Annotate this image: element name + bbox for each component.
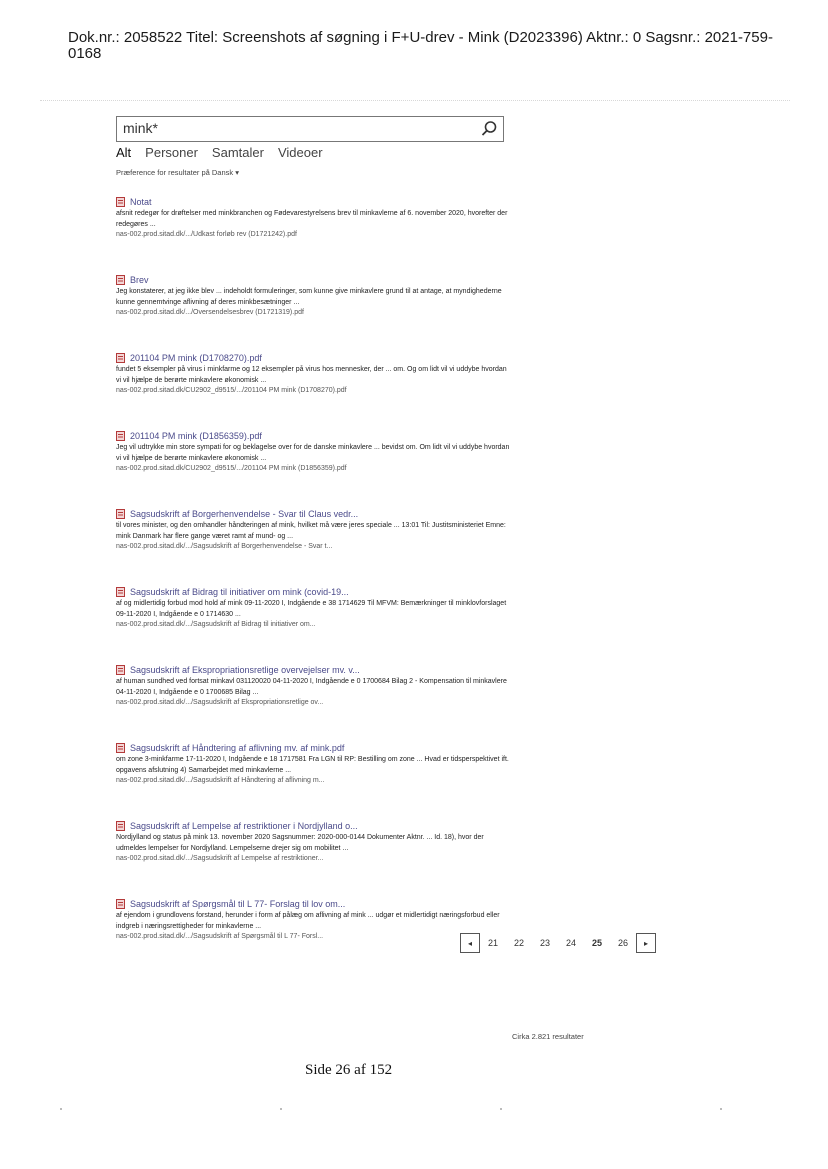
search-input[interactable] [123,120,463,136]
language-preference[interactable] [116,168,239,177]
result-snippet: afsnit redegør for drøftelser med minkbranchen og Fødevarestyrelsens brev til minkavlerne af 6. november 2020, hvorefter der redegøres ... [116,210,508,228]
result-path[interactable]: nas-002.prod.sitad.dk/.../Sagsudskrift af Ekspropriationsretlige ov... [116,699,324,706]
language-preference-label: Præference for resultater på Dansk [116,168,234,177]
page-link[interactable]: 22 [513,938,524,948]
chevron-down-icon: ▾ [235,168,239,177]
search-tabs [116,145,323,160]
result-item [116,196,516,274]
result-item [116,508,516,586]
page-link[interactable]: 24 [565,938,576,948]
result-path[interactable]: nas-002.prod.sitad.dk/.../Udkast forløb rev (D1721242).pdf [116,231,297,238]
scan-artifact [720,1108,722,1110]
page-footer: Side 26 af 152 [305,1062,393,1078]
result-path[interactable]: nas-002.prod.sitad.dk/.../Sagsudskrift af Bidrag til initiativer om... [116,621,316,628]
result-snippet: af ejendom i grundlovens forstand, herunder i form af pålæg om aflivning af mink ... udgør et midlertidigt næringsforbud eller indgreb i næringsrettigheder for minkavlerne ... [116,912,500,930]
result-title-link[interactable]: Sagsudskrift af Håndtering af aflivning mv. af mink.pdf [130,743,345,753]
search-box[interactable] [116,116,504,142]
pdf-file-icon [116,353,125,363]
pagination [460,933,656,953]
tab-alt[interactable]: Alt [116,145,132,160]
result-snippet: til vores minister, og den omhandler håndteringen af mink, hvilket må være jeres speciale ... 13:01 Til: Justitsministeriet Emne: mink Danmark har flere gange været ramt af mund- og ... [116,522,506,540]
tab-samtaler[interactable]: Samtaler [211,145,264,160]
results-list [116,196,516,976]
result-item [116,898,516,976]
scan-artifact [60,1108,62,1110]
scan-artifact [280,1108,282,1110]
page-link[interactable]: 26 [617,938,628,948]
result-item [116,352,516,430]
result-item [116,664,516,742]
result-path[interactable]: nas-002.prod.sitad.dk/CU2902_d9515/.../201104 PM mink (D1856359).pdf [116,465,347,472]
pdf-file-icon [116,275,125,285]
scan-divider [40,100,790,101]
result-path[interactable]: nas-002.prod.sitad.dk/.../Sagsudskrift af Håndtering af aflivning m... [116,777,325,784]
tab-videoer[interactable]: Videoer [277,145,323,160]
result-snippet: Nordjylland og status på mink 13. november 2020 Sagsnummer: 2020-000-0144 Dokumenter Aktnr. ... Id. 18), hvor der udmeldes lempelser for Nordjylland. Lempelserne drejer sig om mobilitet ... [116,834,484,852]
pdf-file-icon [116,197,125,207]
result-title-link[interactable]: 201104 PM mink (D1856359).pdf [130,431,262,441]
result-item [116,274,516,352]
result-title-link[interactable]: Sagsudskrift af Borgerhenvendelse - Svar til Claus vedr... [130,509,359,519]
pdf-file-icon [116,587,125,597]
result-title-link[interactable]: 201104 PM mink (D1708270).pdf [130,353,262,363]
pdf-file-icon [116,899,125,909]
page-link-current[interactable]: 25 [591,938,602,948]
result-title-link[interactable]: Sagsudskrift af Lempelse af restriktioner i Nordjylland o... [130,821,358,831]
result-count: Cirka 2.821 resultater [512,1032,584,1041]
result-title-link[interactable]: Notat [130,197,152,207]
result-path[interactable]: nas-002.prod.sitad.dk/.../Sagsudskrift af Borgerhenvendelse - Svar t... [116,543,333,550]
result-snippet: af human sundhed ved fortsat minkavl 031120020 04-11-2020 I, Indgående e 0 1700684 Bilag 2 - Kompensation til minkavlere 04-11-2020 I, Indgående e 0 1700685 Bilag ... [116,678,507,696]
pdf-file-icon [116,821,125,831]
result-item [116,586,516,664]
result-snippet: om zone 3-minkfarme 17-11-2020 I, Indgående e 18 1717581 Fra LGN til RP: Bestilling om zone ... Hvad er tidsperspektivet ift. opgavens afslutning 4) Samarbejdet med minkavlerne ... [116,756,509,774]
pdf-file-icon [116,743,125,753]
scan-artifact [500,1108,502,1110]
next-page-button[interactable]: ▸ [636,933,656,953]
result-item [116,742,516,820]
result-snippet: af og midlertidig forbud mod hold af mink 09-11-2020 I, Indgående e 38 1714629 Til MFVM: Bemærkninger til minklovforslaget 09-11-2020 I, Indgående e 0 1714630 ... [116,600,507,618]
result-path[interactable]: nas-002.prod.sitad.dk/CU2902_d9515/.../201104 PM mink (D1708270).pdf [116,387,347,394]
result-title-link[interactable]: Brev [130,275,149,285]
search-icon[interactable] [479,119,499,139]
tab-personer[interactable]: Personer [145,145,198,160]
result-snippet: fundet 5 eksempler på virus i minkfarme og 12 eksempler på virus hos mennesker, der ... om. Og om lidt vil vi uddybe hvordan vi vil hjælpe de berørte minkavlere økonomisk ... [116,366,507,384]
page-link[interactable]: 21 [487,938,498,948]
result-title-link[interactable]: Sagsudskrift af Ekspropriationsretlige overvejelser mv. v... [130,665,360,675]
pdf-file-icon [116,509,125,519]
pdf-file-icon [116,431,125,441]
result-path[interactable]: nas-002.prod.sitad.dk/.../Oversendelsesbrev (D1721319).pdf [116,309,304,316]
result-item [116,430,516,508]
page-link[interactable]: 23 [539,938,550,948]
document-header: Dok.nr.: 2058522 Titel: Screenshots af søgning i F+U-drev - Mink (D2023396) Aktnr.: 0 Sagsnr.: 2021-759-0168 [68,29,773,62]
result-title-link[interactable]: Sagsudskrift af Spørgsmål til L 77- Forslag til lov om... [130,899,346,909]
pdf-file-icon [116,665,125,675]
result-snippet: Jeg konstaterer, at jeg ikke blev ... indeholdt formuleringer, som kunne give minkavlere grund til at antage, at myndighederne kunne gennemtvinge aflivning af deres minkbesætninger ... [116,288,502,306]
prev-page-button[interactable]: ◂ [460,933,480,953]
result-path[interactable]: nas-002.prod.sitad.dk/.../Sagsudskrift af Spørgsmål til L 77- Forsl... [116,933,324,940]
result-item [116,820,516,898]
result-title-link[interactable]: Sagsudskrift af Bidrag til initiativer om mink (covid-19... [130,587,349,597]
result-path[interactable]: nas-002.prod.sitad.dk/.../Sagsudskrift af Lempelse af restriktioner... [116,855,324,862]
result-snippet: Jeg vil udtrykke min store sympati for og beklagelse over for de danske minkavlere ... bevidst om. Om lidt vil vi uddybe hvordan vi vil hjælpe de berørte minkavlere økonomisk ... [116,444,510,462]
